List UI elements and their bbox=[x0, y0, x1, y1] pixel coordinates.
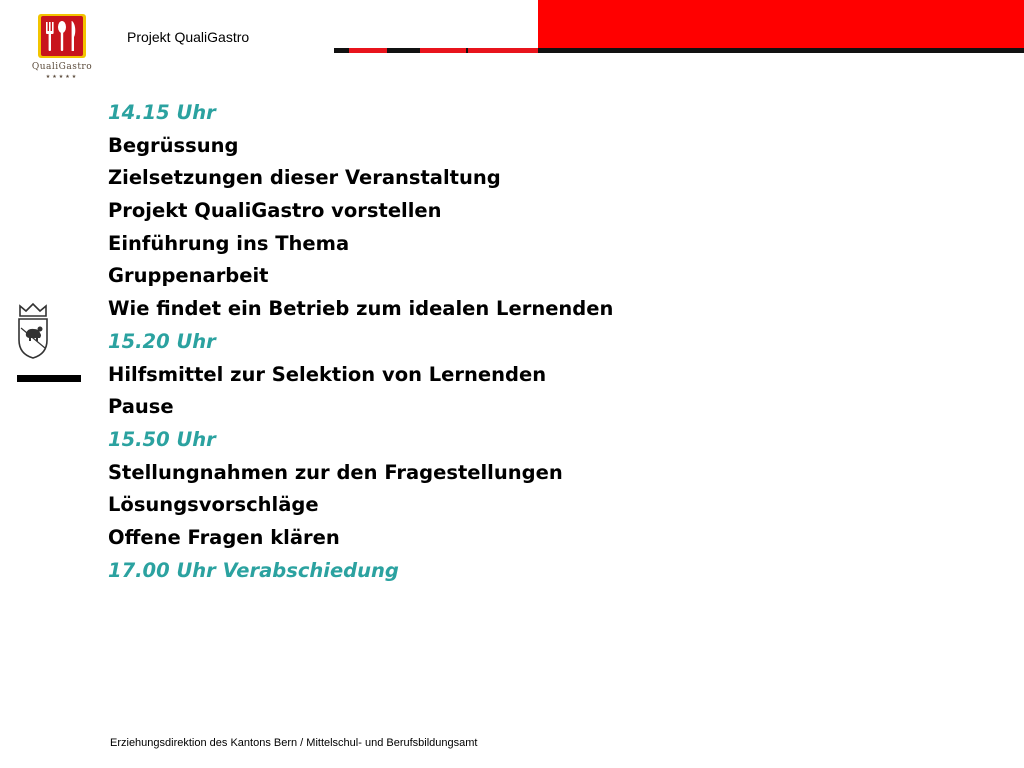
agenda-time: 15.50 Uhr bbox=[108, 427, 216, 451]
agenda-item: Wie findet ein Betrieb zum idealen Lernenden bbox=[108, 297, 614, 321]
header-rule bbox=[334, 48, 1024, 53]
header-title: Projekt QualiGastro bbox=[127, 29, 250, 45]
header-rule-red-segment bbox=[468, 48, 538, 53]
footer-text: Erziehungsdirektion des Kantons Bern / Mittelschul- und Berufsbildungsamt bbox=[110, 737, 478, 749]
agenda-item: Lösungsvorschläge bbox=[108, 493, 319, 517]
agenda-item: Begrüssung bbox=[108, 133, 239, 157]
agenda-item: Hilfsmittel zur Selektion von Lernenden bbox=[108, 362, 547, 386]
cutlery-icon bbox=[24, 10, 100, 62]
agenda-time: 17.00 Uhr Verabschiedung bbox=[108, 558, 399, 582]
header-rule-red-segment bbox=[420, 48, 466, 53]
agenda-item: Einführung ins Thema bbox=[108, 231, 350, 255]
agenda-item: Pause bbox=[108, 395, 174, 419]
qualigastro-logo bbox=[24, 10, 100, 82]
agenda-time: 15.20 Uhr bbox=[108, 329, 216, 353]
agenda-item: Zielsetzungen dieser Veranstaltung bbox=[108, 166, 501, 190]
logo-stars: ★★★★★ bbox=[45, 74, 79, 80]
agenda-list bbox=[108, 97, 613, 587]
agenda-item: Stellungnahmen zur den Fragestellungen bbox=[108, 460, 563, 484]
agenda-item: Projekt QualiGastro vorstellen bbox=[108, 199, 442, 223]
agenda-time: 14.15 Uhr bbox=[108, 101, 216, 124]
header-rule-red-segment bbox=[349, 48, 387, 53]
side-rule bbox=[17, 375, 81, 382]
agenda-item: Offene Fragen klären bbox=[108, 525, 340, 549]
logo-caption: QualiGastro bbox=[31, 62, 93, 72]
agenda-item: Gruppenarbeit bbox=[108, 264, 269, 288]
bern-coat-of-arms-icon bbox=[16, 302, 50, 360]
header-red-block bbox=[538, 0, 1024, 50]
